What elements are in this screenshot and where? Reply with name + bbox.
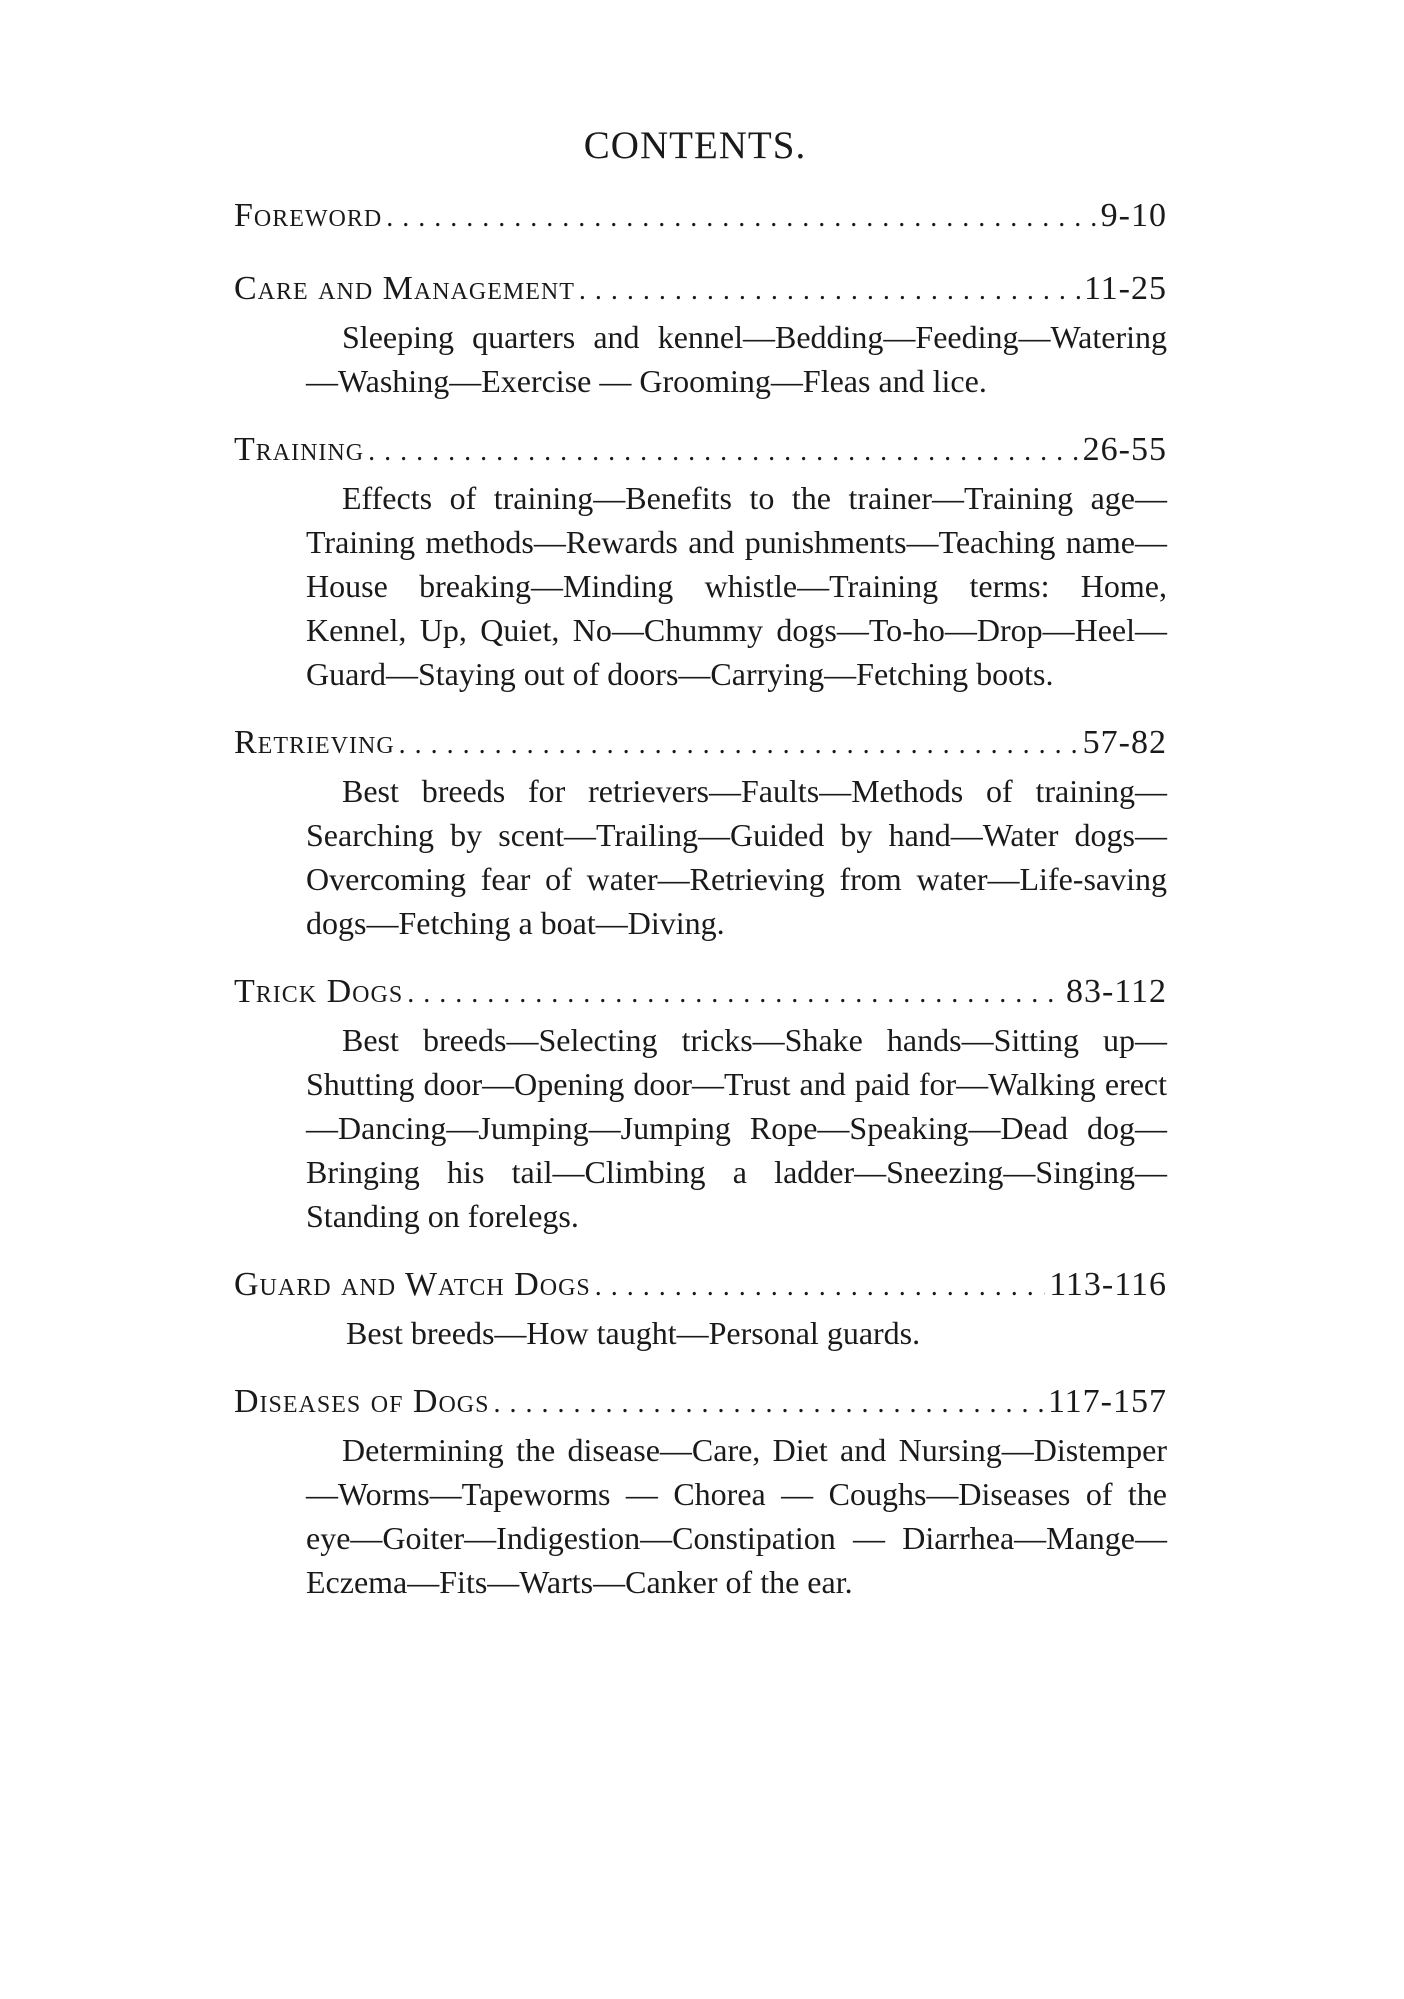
toc-entry-title: Care and Management — [234, 270, 575, 307]
dot-leader — [407, 970, 1062, 1018]
toc-entry-foreword — [234, 192, 1167, 242]
dot-leader — [494, 1380, 1044, 1428]
toc-entry-heading — [234, 426, 1167, 476]
toc-entry-title: Foreword — [234, 197, 383, 234]
toc-entry-description: Best breeds—Selecting tricks—Shake hands—Sitting up—Shutting door—Opening door—Trust and paid for—Walking erect—Dancing—Jumping—Jumping Rope—Speaking—Dead dog—Bringing his tail—Climbing a ladder—Sneezing—Singing—Standing on forelegs. — [306, 1022, 1167, 1234]
toc-entry-title: Retrieving — [234, 724, 395, 761]
toc-entry-heading — [234, 265, 1167, 315]
toc-entry-description: Sleeping quarters and kennel—Bedding—Feeding—Watering—Washing—Exercise — Grooming—Fleas and lice. — [306, 319, 1167, 399]
toc-entry-pages: 26-55 — [1082, 431, 1167, 468]
toc-entry-care-and-management — [234, 265, 1167, 403]
toc-entry-pages: 9-10 — [1100, 197, 1167, 234]
dot-leader — [595, 1263, 1045, 1311]
toc-entry-pages: 117-157 — [1047, 1383, 1167, 1420]
page-title: CONTENTS. — [583, 124, 807, 167]
toc-entry-title: Diseases of Dogs — [234, 1383, 490, 1420]
table-of-contents — [234, 192, 1167, 1627]
toc-entry-pages: 83-112 — [1065, 973, 1167, 1010]
toc-entry-title: Trick Dogs — [234, 973, 404, 1010]
toc-entry-title: Training — [234, 431, 365, 468]
toc-entry-diseases-of-dogs — [234, 1378, 1167, 1604]
dot-leader — [368, 428, 1079, 476]
toc-entry-heading — [234, 1378, 1167, 1428]
toc-entry-pages: 113-116 — [1049, 1266, 1167, 1303]
toc-entry-trick-dogs — [234, 968, 1167, 1238]
toc-entry-training — [234, 426, 1167, 696]
toc-entry-description: Best breeds for retrievers—Faults—Methods of training—Searching by scent—Trailing—Guided by hand—Water dogs—Overcoming fear of water—Retrieving from water—Life-saving dogs—Fetching a boat—Diving. — [306, 773, 1167, 941]
dot-leader — [399, 721, 1079, 769]
toc-entry-heading — [234, 968, 1167, 1018]
toc-entry-description: Determining the disease—Care, Diet and Nursing—Distemper—Worms—Tapeworms — Chorea — Coughs—Diseases of the eye—Goiter—Indigestion—Constipation — Diarrhea—Mange—Eczema—Fits—Warts—Canker of the ear. — [306, 1432, 1167, 1600]
toc-entry-retrieving — [234, 719, 1167, 945]
dot-leader — [579, 267, 1080, 315]
toc-entry-heading — [234, 1261, 1167, 1311]
toc-entry-description: Best breeds—How taught—Personal guards. — [346, 1315, 921, 1351]
toc-entry-heading — [234, 719, 1167, 769]
dot-leader — [386, 194, 1096, 242]
toc-entry-description: Effects of training—Benefits to the trainer—Training age—Training methods—Rewards and punishments—Teaching name—House breaking—Minding whistle—Training terms: Home, Kennel, Up, Quiet, No—Chummy dogs—To-ho—Drop—Heel—Guard—Staying out of doors—Carrying—Fetching boots. — [306, 480, 1167, 692]
toc-entry-title: Guard and Watch Dogs — [234, 1266, 591, 1303]
toc-entry-heading — [234, 192, 1167, 242]
toc-entry-pages: 11-25 — [1083, 270, 1167, 307]
toc-entry-guard-and-watch-dogs — [234, 1261, 1167, 1355]
toc-entry-pages: 57-82 — [1082, 724, 1167, 761]
